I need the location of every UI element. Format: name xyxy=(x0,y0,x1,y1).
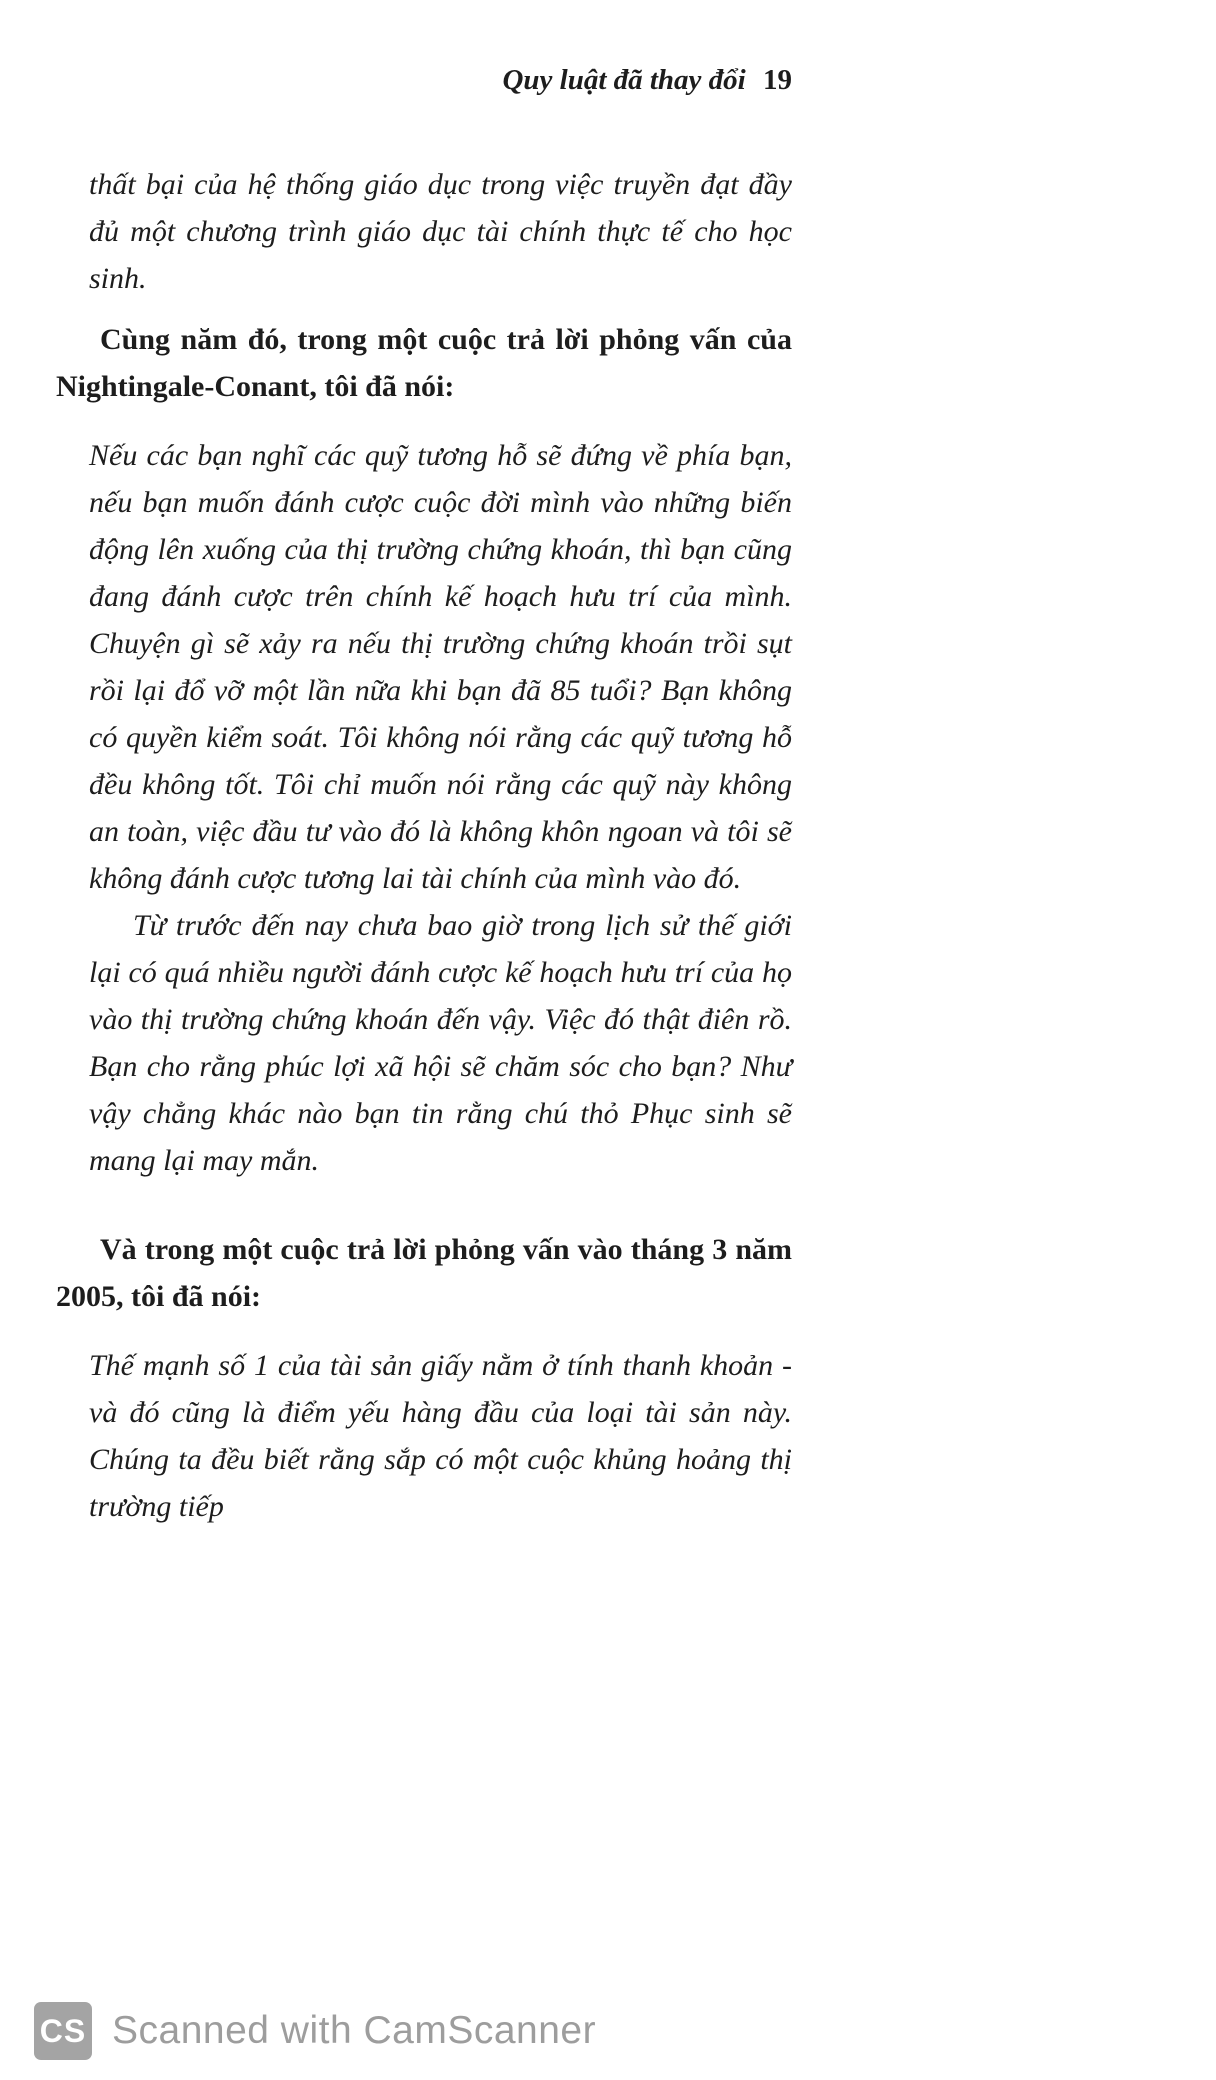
running-header xyxy=(56,64,792,97)
paragraph-body-2: Và trong một cuộc trả lời phỏng vấn vào tháng 3 năm 2005, tôi đã nói: xyxy=(56,1233,792,1313)
paragraph-quote-1: Nếu các bạn nghĩ các quỹ tương hỗ sẽ đứng về phía bạn, nếu bạn muốn đánh cược cuộc đời mình vào những biến động lên xuống của thị trường chứng khoán, thì bạn cũng đang đánh cược trên chính kế hoạch hưu trí của mình. Chuyện gì sẽ xảy ra nếu thị trường chứng khoán trồi sụt rồi lại đổ vỡ một lần nữa khi bạn đã 85 tuổi? Bạn không có quyền kiểm soát. Tôi không nói rằng các quỹ tương hỗ đều không tốt. Tôi chỉ muốn nói rằng các quỹ này không an toàn, việc đầu tư vào đó là không khôn ngoan và tôi sẽ không đánh cược tương lai tài chính của mình vào đó. xyxy=(89,439,792,895)
camscanner-watermark xyxy=(34,2002,596,2060)
camscanner-logo-icon xyxy=(34,2002,92,2060)
paragraph-quote-3: Thế mạnh số 1 của tài sản giấy nằm ở tính thanh khoản - và đó cũng là điểm yếu hàng đầu của loại tài sản này. Chúng ta đều biết rằng sắp có một cuộc khủng hoảng thị trường tiếp xyxy=(89,1349,792,1523)
page-content xyxy=(56,64,792,1530)
camscanner-logo-text: CS xyxy=(39,2012,87,2049)
page-number: 19 xyxy=(763,64,792,96)
paragraph-body-1: Cùng năm đó, trong một cuộc trả lời phỏng vấn của Nightingale-Conant, tôi đã nói: xyxy=(56,323,792,403)
paragraph-quote-continuation: thất bại của hệ thống giáo dục trong việc truyền đạt đầy đủ một chương trình giáo dục tài chính thực tế cho học sinh. xyxy=(89,168,792,295)
running-header-title: Quy luật đã thay đổi xyxy=(502,64,746,96)
camscanner-text: Scanned with CamScanner xyxy=(112,2009,597,2052)
paragraph-quote-2: Từ trước đến nay chưa bao giờ trong lịch sử thế giới lại có quá nhiều người đánh cược kế hoạch hưu trí của họ vào thị trường chứng khoán đến vậy. Việc đó thật điên rồ. Bạn cho rằng phúc lợi xã hội sẽ chăm sóc cho bạn? Như vậy chẳng khác nào bạn tin rằng chú thỏ Phục sinh sẽ mang lại may mắn. xyxy=(89,909,792,1177)
